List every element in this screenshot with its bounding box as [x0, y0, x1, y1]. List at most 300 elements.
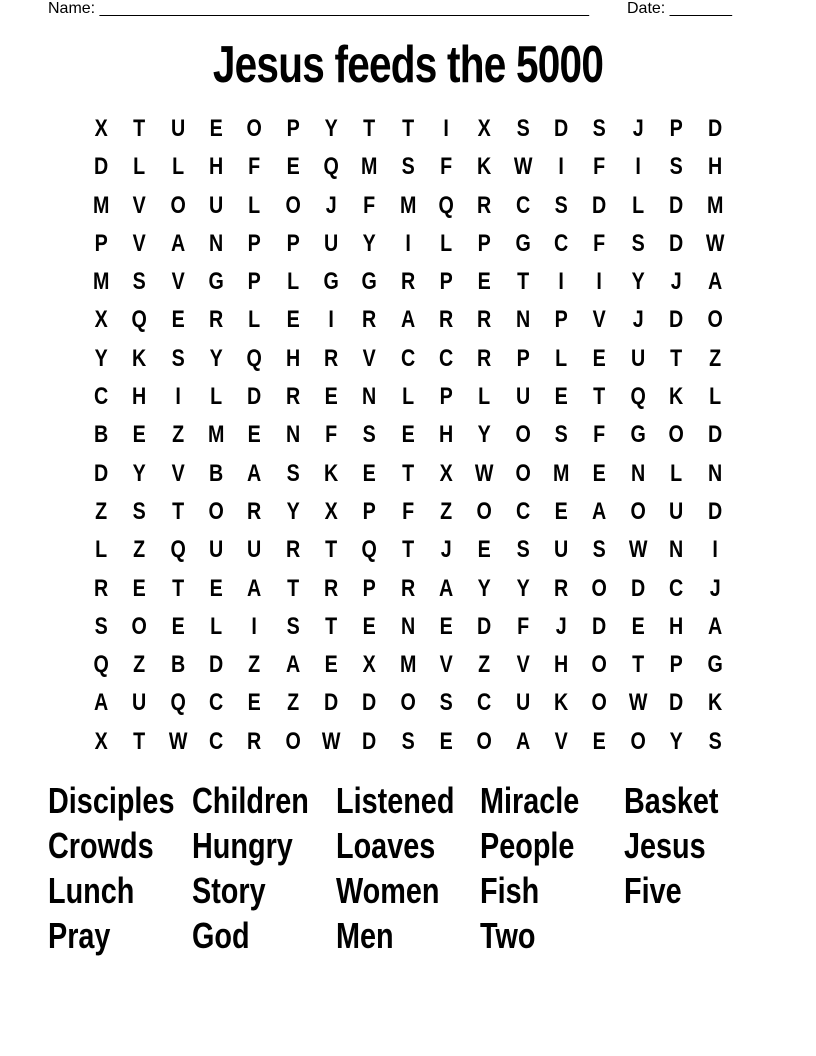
grid-letter: W: [628, 536, 648, 564]
grid-letter: C: [439, 344, 454, 372]
grid-letter: D: [669, 689, 684, 717]
grid-letter: F: [593, 421, 606, 449]
grid-letter: E: [363, 612, 377, 640]
grid-letter: D: [630, 574, 646, 602]
grid-letter: R: [477, 191, 492, 219]
grid-letter: C: [209, 689, 224, 717]
grid-letter: P: [554, 306, 568, 334]
grid-row: [82, 342, 734, 380]
grid-letter: X: [324, 497, 338, 525]
grid-letter: R: [477, 344, 492, 372]
grid-letter: L: [133, 153, 146, 181]
grid-letter: F: [363, 191, 376, 219]
grid-letter: E: [286, 153, 300, 181]
grid-letter: T: [363, 115, 376, 142]
grid-letter: Y: [631, 268, 645, 296]
grid-letter: V: [516, 651, 530, 679]
grid-letter: H: [209, 153, 224, 181]
word-bank: [48, 780, 768, 960]
grid-letter: O: [591, 574, 608, 602]
grid-letter: M: [92, 191, 110, 219]
grid-row: [82, 610, 734, 648]
grid-letter: D: [362, 727, 377, 755]
grid-letter: L: [708, 383, 721, 411]
grid-letter: S: [286, 459, 300, 487]
grid-letter: W: [168, 727, 188, 755]
grid-letter: L: [171, 153, 184, 181]
grid-letter: V: [132, 191, 147, 219]
word-bank-item: Story: [192, 870, 266, 911]
grid-letter: V: [171, 268, 185, 296]
grid-letter: W: [475, 459, 494, 487]
grid-letter: J: [325, 191, 337, 219]
grid-letter: Y: [286, 497, 300, 525]
grid-letter: E: [171, 306, 185, 334]
grid-letter: E: [363, 459, 377, 487]
grid-letter: D: [362, 689, 377, 717]
word-bank-item: Disciples: [48, 780, 175, 821]
grid-letter: R: [400, 574, 416, 602]
grid-letter: Q: [630, 383, 646, 411]
grid-letter: Q: [246, 344, 263, 372]
grid-letter: E: [478, 536, 492, 564]
grid-row: [82, 457, 734, 495]
grid-letter: A: [707, 268, 722, 296]
grid-letter: C: [94, 383, 109, 411]
grid-letter: O: [208, 497, 224, 525]
grid-letter: W: [321, 727, 341, 755]
grid-letter: D: [592, 612, 607, 640]
grid-letter: C: [515, 191, 531, 219]
grid-letter: Z: [440, 497, 453, 525]
grid-letter: S: [554, 421, 568, 449]
grid-letter: T: [631, 651, 644, 679]
grid-letter: R: [362, 306, 377, 334]
grid-letter: W: [628, 689, 648, 717]
grid-letter: Y: [363, 229, 377, 257]
grid-letter: N: [707, 459, 722, 487]
grid-letter: K: [707, 689, 722, 717]
grid-letter: O: [707, 306, 723, 334]
grid-letter: P: [516, 344, 530, 372]
grid-letter: D: [247, 383, 262, 411]
grid-letter: N: [209, 229, 224, 257]
word-bank-item: People: [480, 825, 575, 866]
grid-letter: O: [400, 689, 416, 717]
grid-letter: U: [630, 344, 646, 372]
grid-letter: I: [328, 306, 334, 334]
grid-letter: T: [171, 574, 184, 602]
grid-row: [82, 648, 734, 686]
grid-letter: F: [325, 421, 338, 449]
grid-letter: O: [170, 191, 186, 219]
grid-letter: I: [596, 268, 603, 296]
grid-letter: Y: [478, 574, 492, 602]
grid-letter: T: [325, 612, 338, 640]
grid-letter: O: [515, 459, 531, 487]
word-bank-item: God: [192, 915, 250, 956]
grid-letter: Q: [170, 689, 186, 717]
grid-letter: I: [405, 229, 411, 257]
grid-letter: R: [247, 727, 262, 755]
grid-letter: J: [670, 268, 682, 296]
grid-letter: F: [248, 153, 261, 181]
grid-row: [82, 303, 734, 341]
grid-letter: Q: [361, 536, 378, 564]
grid-letter: H: [285, 344, 301, 372]
word-bank-item: Hungry: [192, 825, 293, 866]
grid-letter: F: [593, 153, 606, 181]
word-bank-item: Pray: [48, 915, 111, 956]
grid-letter: L: [248, 306, 261, 334]
grid-letter: P: [439, 268, 453, 296]
word-bank-row: [48, 780, 768, 825]
grid-row: [82, 725, 734, 763]
grid-letter: N: [400, 612, 416, 640]
grid-letter: L: [210, 612, 223, 640]
grid-letter: F: [593, 229, 606, 257]
grid-letter: L: [248, 191, 261, 219]
grid-letter: N: [285, 421, 301, 449]
grid-letter: E: [247, 689, 262, 717]
grid-letter: R: [477, 306, 492, 334]
grid-letter: H: [554, 651, 569, 679]
grid-letter: I: [558, 268, 565, 296]
grid-letter: E: [593, 727, 607, 755]
grid-letter: B: [170, 651, 185, 679]
grid-letter: E: [324, 383, 338, 411]
grid-letter: R: [247, 497, 262, 525]
word-bank-item: Loaves: [336, 825, 436, 866]
grid-letter: D: [554, 115, 569, 142]
grid-letter: L: [401, 383, 414, 411]
grid-letter: O: [591, 651, 608, 679]
grid-letter: E: [324, 651, 338, 679]
grid-letter: P: [363, 497, 377, 525]
grid-letter: O: [285, 191, 301, 219]
grid-letter: S: [286, 612, 300, 640]
grid-row: [82, 380, 734, 418]
grid-letter: O: [591, 689, 608, 717]
word-bank-item: Crowds: [48, 825, 154, 866]
grid-letter: Z: [171, 421, 184, 449]
word-bank-item: [624, 915, 739, 960]
grid-letter: R: [285, 536, 301, 564]
grid-letter: I: [251, 612, 258, 640]
grid-letter: D: [669, 229, 684, 257]
grid-letter: S: [516, 115, 530, 142]
grid-letter: X: [478, 115, 492, 142]
grid-letter: L: [210, 383, 223, 411]
grid-letter: E: [439, 612, 453, 640]
grid-letter: Q: [170, 536, 186, 564]
grid-letter: U: [669, 497, 684, 525]
grid-letter: P: [247, 268, 262, 296]
grid-letter: D: [707, 497, 722, 525]
grid-letter: X: [94, 727, 108, 755]
name-field-label: Name: _______________________________________________________: [48, 0, 589, 17]
grid-letter: P: [439, 383, 453, 411]
grid-row: [82, 533, 734, 571]
grid-letter: S: [132, 497, 147, 525]
grid-letter: A: [400, 306, 416, 334]
grid-letter: I: [443, 115, 449, 142]
word-bank-item: Children: [192, 780, 309, 821]
grid-letter: E: [171, 612, 185, 640]
grid-letter: P: [669, 115, 683, 142]
grid-letter: O: [285, 727, 301, 755]
grid-letter: C: [554, 229, 569, 257]
grid-row: [82, 189, 734, 227]
grid-letter: F: [516, 612, 529, 640]
grid-letter: Z: [95, 497, 108, 525]
grid-letter: R: [554, 574, 569, 602]
grid-row: [82, 418, 734, 456]
grid-letter: L: [478, 383, 491, 411]
grid-letter: T: [133, 115, 146, 142]
grid-letter: S: [593, 536, 607, 564]
grid-letter: A: [247, 574, 262, 602]
grid-letter: V: [554, 727, 568, 755]
grid-letter: K: [669, 383, 684, 411]
grid-letter: T: [171, 497, 184, 525]
grid-letter: M: [553, 459, 570, 487]
grid-letter: V: [439, 651, 453, 679]
grid-letter: Y: [324, 115, 338, 142]
grid-letter: T: [401, 459, 414, 487]
grid-row: [82, 112, 734, 150]
grid-letter: D: [669, 191, 684, 219]
grid-letter: D: [707, 421, 722, 449]
grid-letter: A: [247, 459, 262, 487]
grid-letter: V: [171, 459, 185, 487]
grid-letter: B: [209, 459, 224, 487]
grid-letter: D: [669, 306, 684, 334]
grid-letter: D: [94, 153, 109, 181]
grid-letter: D: [707, 115, 722, 142]
grid-letter: S: [516, 536, 530, 564]
grid-letter: T: [286, 574, 299, 602]
grid-letter: K: [324, 459, 339, 487]
word-bank-item: Fish: [480, 870, 540, 911]
grid-letter: I: [558, 153, 565, 181]
grid-letter: S: [669, 153, 683, 181]
grid-letter: O: [630, 727, 646, 755]
grid-letter: R: [94, 574, 109, 602]
word-bank-item: Men: [336, 915, 394, 956]
word-bank-item: Basket: [624, 780, 719, 821]
grid-letter: Z: [133, 536, 146, 564]
grid-letter: S: [132, 268, 147, 296]
grid-letter: J: [632, 115, 644, 142]
grid-letter: P: [247, 229, 262, 257]
grid-letter: J: [440, 536, 452, 564]
grid-letter: A: [592, 497, 607, 525]
grid-letter: Y: [209, 344, 223, 372]
grid-letter: O: [476, 727, 493, 755]
grid-letter: X: [439, 459, 453, 487]
grid-letter: Y: [478, 421, 492, 449]
grid-letter: O: [630, 497, 646, 525]
grid-letter: V: [363, 344, 377, 372]
grid-letter: U: [209, 536, 224, 564]
grid-letter: D: [209, 651, 224, 679]
word-bank-item: Listened: [336, 780, 455, 821]
word-search-grid: [82, 112, 734, 763]
grid-letter: P: [669, 651, 683, 679]
grid-letter: S: [593, 115, 607, 142]
grid-letter: M: [399, 191, 417, 219]
grid-letter: Q: [438, 191, 454, 219]
grid-letter: E: [132, 574, 147, 602]
grid-letter: I: [635, 153, 641, 181]
grid-letter: O: [246, 115, 263, 142]
grid-letter: S: [171, 344, 185, 372]
grid-letter: C: [669, 574, 684, 602]
grid-letter: V: [593, 306, 607, 334]
grid-letter: H: [439, 421, 454, 449]
grid-letter: A: [94, 689, 109, 717]
grid-letter: Q: [131, 306, 148, 334]
grid-letter: R: [400, 268, 416, 296]
grid-letter: E: [631, 612, 645, 640]
word-bank-item: Five: [624, 870, 682, 911]
grid-letter: S: [401, 727, 415, 755]
grid-letter: V: [132, 229, 147, 257]
grid-letter: J: [555, 612, 567, 640]
grid-letter: T: [401, 536, 414, 564]
grid-letter: H: [707, 153, 722, 181]
grid-letter: I: [711, 536, 718, 564]
grid-letter: E: [593, 344, 607, 372]
grid-letter: P: [286, 115, 300, 142]
grid-letter: C: [400, 344, 416, 372]
grid-letter: U: [209, 191, 224, 219]
grid-letter: G: [323, 268, 339, 296]
grid-row: [82, 495, 734, 533]
grid-row: [82, 150, 734, 188]
header: [48, 0, 748, 20]
word-bank-row: [48, 870, 768, 915]
grid-letter: N: [362, 383, 377, 411]
word-bank-item: Two: [480, 915, 536, 956]
grid-letter: N: [515, 306, 531, 334]
grid-letter: U: [247, 536, 262, 564]
grid-letter: F: [401, 497, 414, 525]
grid-letter: I: [175, 383, 181, 411]
grid-letter: S: [363, 421, 377, 449]
grid-letter: X: [363, 651, 377, 679]
grid-letter: A: [707, 612, 722, 640]
grid-letter: U: [324, 229, 339, 257]
grid-letter: E: [132, 421, 147, 449]
grid-letter: M: [92, 268, 110, 296]
grid-letter: G: [208, 268, 224, 296]
grid-letter: T: [516, 268, 529, 296]
word-bank-row: [48, 915, 768, 960]
grid-letter: O: [668, 421, 684, 449]
grid-letter: X: [94, 306, 108, 334]
grid-letter: U: [515, 383, 531, 411]
grid-letter: Z: [478, 651, 491, 679]
grid-letter: E: [478, 268, 492, 296]
grid-row: [82, 686, 734, 724]
grid-letter: M: [208, 421, 225, 449]
grid-letter: R: [209, 306, 224, 334]
grid-letter: K: [132, 344, 147, 372]
word-bank-item: Jesus: [624, 825, 706, 866]
grid-letter: E: [554, 383, 568, 411]
grid-letter: P: [94, 229, 108, 257]
grid-letter: E: [593, 459, 607, 487]
grid-letter: R: [324, 574, 339, 602]
grid-letter: M: [361, 153, 378, 181]
grid-letter: D: [477, 612, 492, 640]
grid-letter: E: [401, 421, 415, 449]
grid-letter: G: [630, 421, 646, 449]
grid-letter: E: [209, 115, 223, 142]
grid-letter: L: [440, 229, 453, 257]
word-bank-item: Lunch: [48, 870, 135, 911]
grid-letter: E: [439, 727, 453, 755]
grid-letter: D: [94, 459, 109, 487]
grid-letter: Y: [669, 727, 683, 755]
grid-letter: U: [554, 536, 569, 564]
grid-letter: J: [632, 306, 644, 334]
grid-letter: S: [708, 727, 722, 755]
grid-letter: T: [670, 344, 683, 372]
grid-letter: S: [94, 612, 108, 640]
grid-letter: R: [324, 344, 339, 372]
grid-letter: R: [285, 383, 301, 411]
word-bank-row: [48, 825, 768, 870]
grid-letter: Q: [93, 651, 109, 679]
grid-letter: A: [170, 229, 185, 257]
grid-letter: T: [133, 727, 146, 755]
grid-letter: S: [401, 153, 415, 181]
grid-letter: L: [631, 191, 644, 219]
grid-letter: L: [95, 536, 108, 564]
grid-letter: A: [515, 727, 531, 755]
grid-letter: C: [477, 689, 492, 717]
grid-letter: M: [706, 191, 723, 219]
grid-letter: T: [401, 115, 414, 142]
grid-letter: T: [593, 383, 606, 411]
grid-letter: P: [286, 229, 300, 257]
grid-letter: O: [131, 612, 148, 640]
grid-letter: Z: [133, 651, 146, 679]
grid-letter: G: [515, 229, 531, 257]
grid-letter: U: [515, 689, 531, 717]
grid-letter: L: [670, 459, 683, 487]
grid-letter: T: [325, 536, 338, 564]
grid-letter: X: [94, 115, 108, 142]
grid-letter: M: [399, 651, 417, 679]
grid-letter: N: [669, 536, 684, 564]
grid-letter: S: [631, 229, 645, 257]
grid-letter: U: [170, 115, 185, 142]
grid-row: [82, 265, 734, 303]
grid-letter: L: [286, 268, 299, 296]
grid-letter: Y: [94, 344, 108, 372]
grid-letter: Z: [248, 651, 261, 679]
grid-letter: W: [513, 153, 533, 181]
grid-letter: B: [94, 421, 109, 449]
grid-letter: R: [439, 306, 454, 334]
grid-letter: J: [709, 574, 721, 602]
grid-letter: H: [669, 612, 684, 640]
grid-letter: A: [439, 574, 454, 602]
